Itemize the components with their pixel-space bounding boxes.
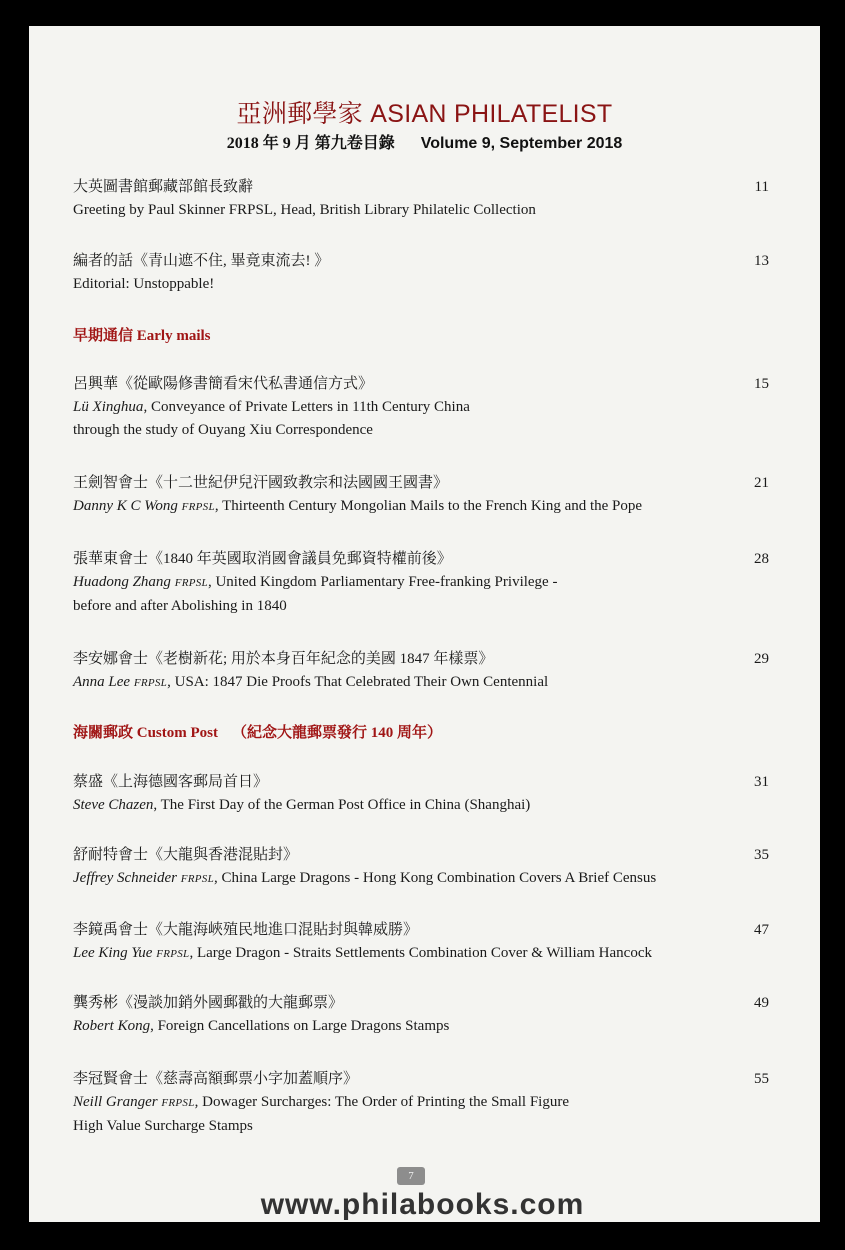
entry-honor: FRPSL (156, 948, 190, 960)
entry-en-title (73, 495, 763, 519)
entry-honor: FRPSL (174, 577, 208, 589)
entry-en-title: Editorial: Unstoppable! (73, 276, 215, 292)
entry-en-title (73, 1015, 763, 1038)
entry-cn-title: 李鏡禹會士《大龍海峽殖民地進口混貼封與韓威勝》 (73, 922, 419, 938)
issue-cn: 2018 年 9 月 第九卷目錄 (226, 135, 395, 152)
entry-cn-title: 龔秀彬《漫談加銷外國郵戳的大龍郵票》 (73, 995, 344, 1011)
toc-entry (73, 548, 769, 618)
entry-page: 35 (754, 847, 769, 863)
section-note: （紀念大龍郵票發行 140 周年） (232, 725, 443, 741)
entry-en-title (73, 794, 763, 817)
entry-page: 55 (754, 1071, 769, 1087)
entry-en-text: , United Kingdom Parliamentary Free-franking Privilege - (207, 574, 558, 590)
entry-cn-title: 蔡盛《上海德國客郵局首日》 (73, 774, 269, 790)
entry-en-title-cont: through the study of Ouyang Xiu Correspondence (73, 422, 373, 438)
entry-en-text: , Dowager Surcharges: The Order of Printing the Small Figure (194, 1094, 569, 1110)
entry-author: Jeffrey Schneider (73, 870, 177, 886)
entry-page: 21 (754, 475, 769, 491)
entry-cn-title: 舒耐特會士《大龍與香港混貼封》 (73, 847, 299, 863)
issue-line (29, 130, 820, 153)
entry-cn-title: 張華東會士《1840 年英國取消國會議員免郵資特權前後》 (73, 551, 452, 567)
entry-page: 29 (754, 651, 769, 667)
toc-entry (73, 992, 769, 1038)
entry-honor: FRPSL (180, 873, 215, 885)
entry-cn-title: 王劍智會士《十二世紀伊兒汗國致教宗和法國國王國書》 (73, 475, 449, 491)
toc-page (29, 26, 820, 1222)
entry-en-text: , China Large Dragons - Hong Kong Combination Covers A Brief Census (214, 870, 657, 886)
entry-author: Steve Chazen (73, 797, 154, 813)
entry-author: Anna Lee (73, 674, 131, 690)
toc-entry (73, 844, 769, 891)
entry-en-text: , Conveyance of Private Letters in 11th Century China (143, 399, 470, 415)
entry-cn-title: 編者的話《青山遮不住, 畢竟東流去! 》 (73, 253, 330, 269)
entry-en-title-cont: High Value Surcharge Stamps (73, 1118, 253, 1134)
entry-author: Neill Granger (73, 1094, 158, 1110)
entry-honor: FRPSL (181, 501, 215, 513)
entry-cn-title: 呂興華《從歐陽修書簡看宋代私書通信方式》 (73, 376, 374, 392)
entry-en-title: Greeting by Paul Skinner FRPSL, Head, British Library Philatelic Collection (73, 202, 536, 218)
entry-en-title-cont: before and after Abolishing in 1840 (73, 598, 287, 614)
entry-en-title (73, 571, 763, 595)
page-number-badge: 7 (397, 1167, 425, 1185)
entry-en-title (73, 671, 763, 695)
entry-en-text: , The First Day of the German Post Office in China (Shanghai) (153, 797, 531, 813)
entry-en-text: , USA: 1847 Die Proofs That Celebrated Their Own Centennial (167, 674, 549, 690)
section-heading-custom-post (73, 721, 442, 742)
issue-en: Volume 9, September 2018 (420, 135, 623, 152)
entry-page: 28 (754, 551, 769, 567)
entry-cn-title: 大英圖書館郵藏部館長致辭 (73, 179, 254, 195)
entry-en-title (73, 867, 763, 891)
entry-author: Lee King Yue (73, 945, 153, 961)
toc-entry (73, 1068, 769, 1138)
entry-author: Robert Kong (73, 1018, 151, 1034)
toc-entry (73, 919, 769, 966)
entry-page: 11 (754, 179, 769, 195)
toc-entry (73, 176, 769, 222)
toc-entry (73, 771, 769, 817)
toc-entry (73, 648, 769, 695)
entry-author: Danny K C Wong (73, 498, 178, 514)
section-label: 早期通信 Early mails (73, 328, 211, 344)
journal-title: 亞洲郵學家 ASIAN PHILATELIST (236, 100, 613, 128)
entry-cn-title: 李冠賢會士《慈壽高額郵票小字加蓋順序》 (73, 1071, 359, 1087)
entry-en-text: , Large Dragon - Straits Settlements Combination Cover & William Hancock (189, 945, 652, 961)
entry-page: 15 (754, 376, 769, 392)
toc-entry (73, 472, 769, 519)
entry-author: Lü Xinghua (73, 399, 144, 415)
section-label: 海關郵政 Custom Post (73, 725, 218, 741)
toc-entry (73, 250, 769, 296)
entry-cn-title: 李安娜會士《老樹新花; 用於本身百年紀念的美國 1847 年樣票》 (73, 651, 494, 667)
entry-en-text: , Foreign Cancellations on Large Dragons Stamps (150, 1018, 450, 1034)
toc-entry (73, 373, 769, 442)
watermark: www.philabooks.com (260, 1188, 585, 1221)
section-heading-early-mails (73, 324, 211, 345)
entry-honor: FRPSL (161, 1097, 195, 1109)
entry-en-title (73, 942, 763, 966)
entry-page: 13 (754, 253, 769, 269)
entry-page: 47 (754, 922, 769, 938)
entry-page: 49 (754, 995, 769, 1011)
entry-honor: FRPSL (133, 677, 168, 689)
entry-en-title (73, 1091, 763, 1115)
entry-author: Huadong Zhang (73, 574, 171, 590)
entry-en-text: , Thirteenth Century Mongolian Mails to the French King and the Pope (214, 498, 643, 514)
entry-page: 31 (754, 774, 769, 790)
entry-en-title (73, 396, 763, 419)
